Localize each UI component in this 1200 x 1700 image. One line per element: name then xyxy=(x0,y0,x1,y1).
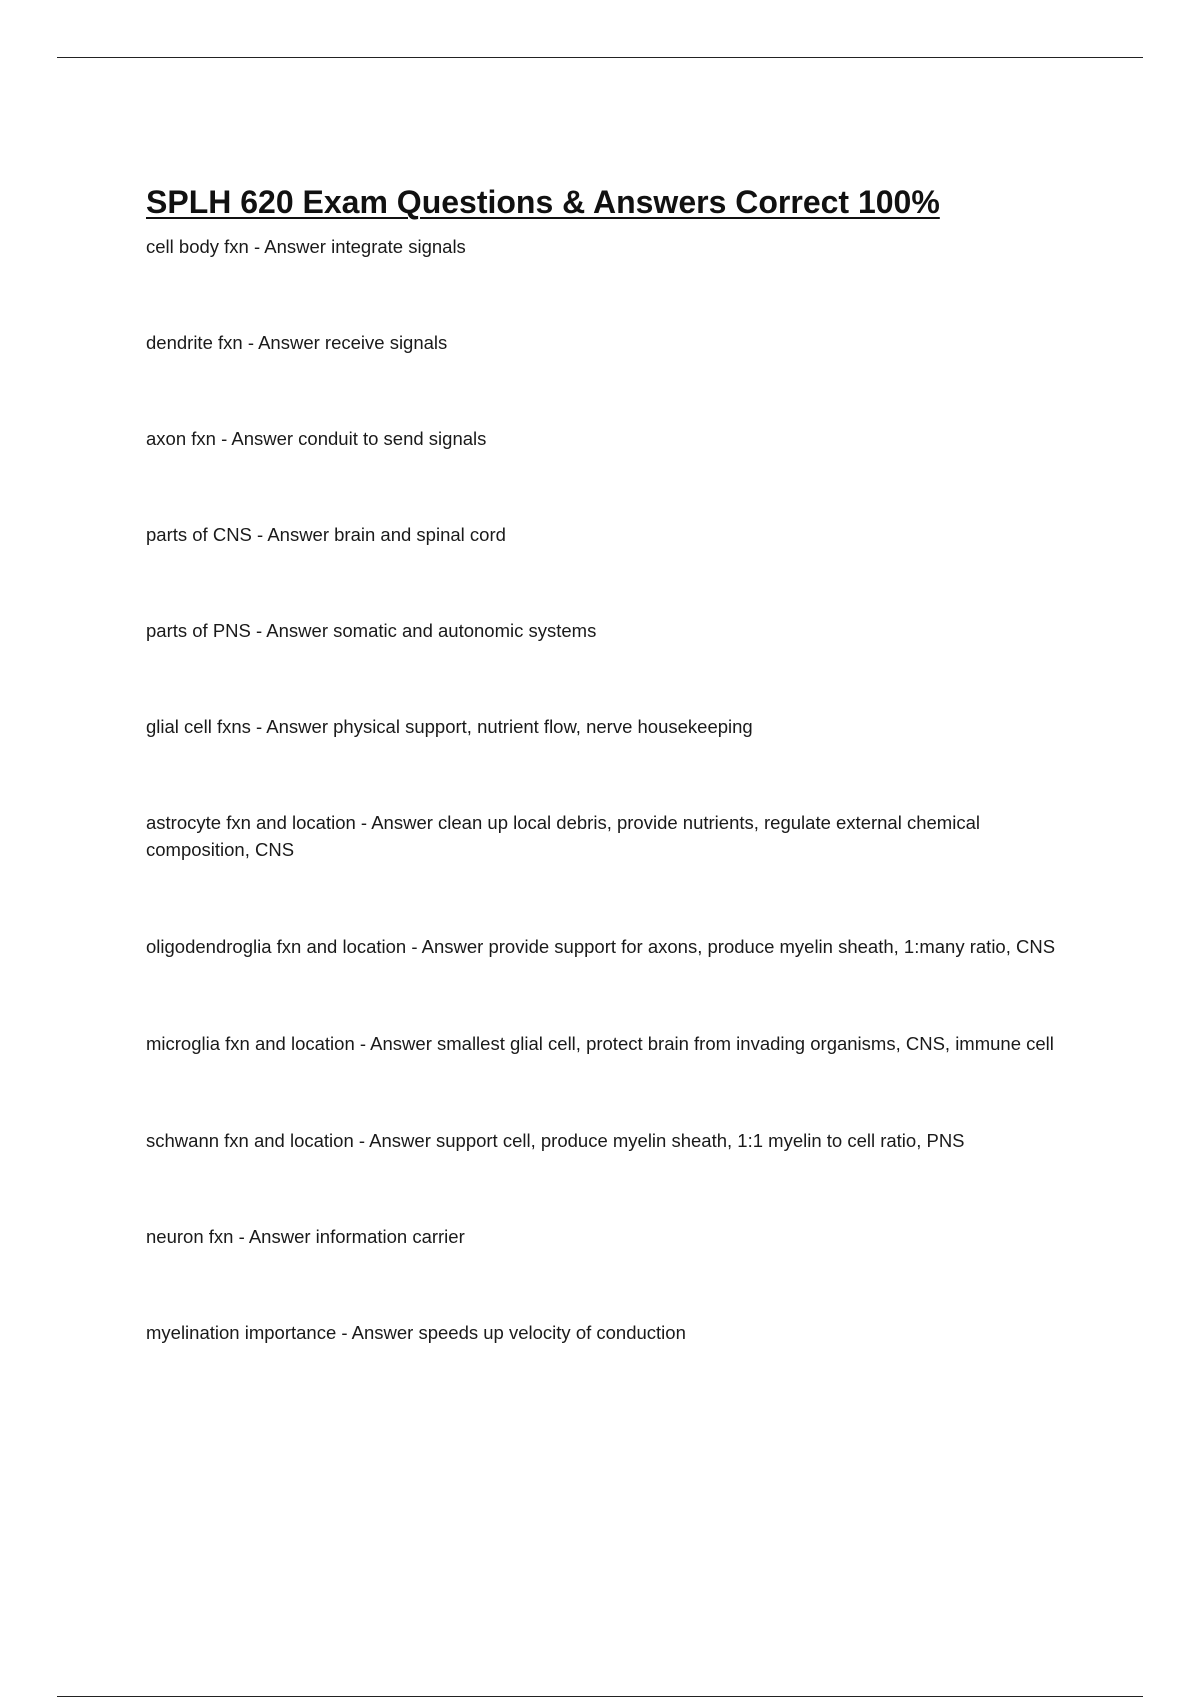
document-body xyxy=(146,178,1086,1346)
header-rule xyxy=(57,57,1143,58)
footer-rule xyxy=(57,1696,1143,1697)
qa-item: parts of PNS - Answer somatic and autonomic systems xyxy=(146,620,597,641)
qa-item: oligodendroglia fxn and location - Answer provide support for axons, produce myelin sheath, 1:many ratio, CNS xyxy=(146,936,1056,957)
qa-item: glial cell fxns - Answer physical support, nutrient flow, nerve housekeeping xyxy=(146,716,753,737)
qa-list xyxy=(146,233,1086,1346)
qa-item: myelination importance - Answer speeds up velocity of conduction xyxy=(146,1322,686,1343)
qa-item: neuron fxn - Answer information carrier xyxy=(146,1226,465,1247)
qa-item: cell body fxn - Answer integrate signals xyxy=(146,236,466,257)
qa-item: parts of CNS - Answer brain and spinal cord xyxy=(146,524,506,545)
qa-item: astrocyte fxn and location - Answer clean up local debris, provide nutrients, regulate external chemical composition, CNS xyxy=(146,812,986,860)
qa-item: microglia fxn and location - Answer smallest glial cell, protect brain from invading organisms, CNS, immune cell xyxy=(146,1033,1054,1054)
document-title: SPLH 620 Exam Questions & Answers Correct 100% xyxy=(146,184,940,220)
qa-item: dendrite fxn - Answer receive signals xyxy=(146,332,448,353)
qa-item: axon fxn - Answer conduit to send signals xyxy=(146,428,487,449)
qa-item: schwann fxn and location - Answer support cell, produce myelin sheath, 1:1 myelin to cell ratio, PNS xyxy=(146,1130,965,1151)
